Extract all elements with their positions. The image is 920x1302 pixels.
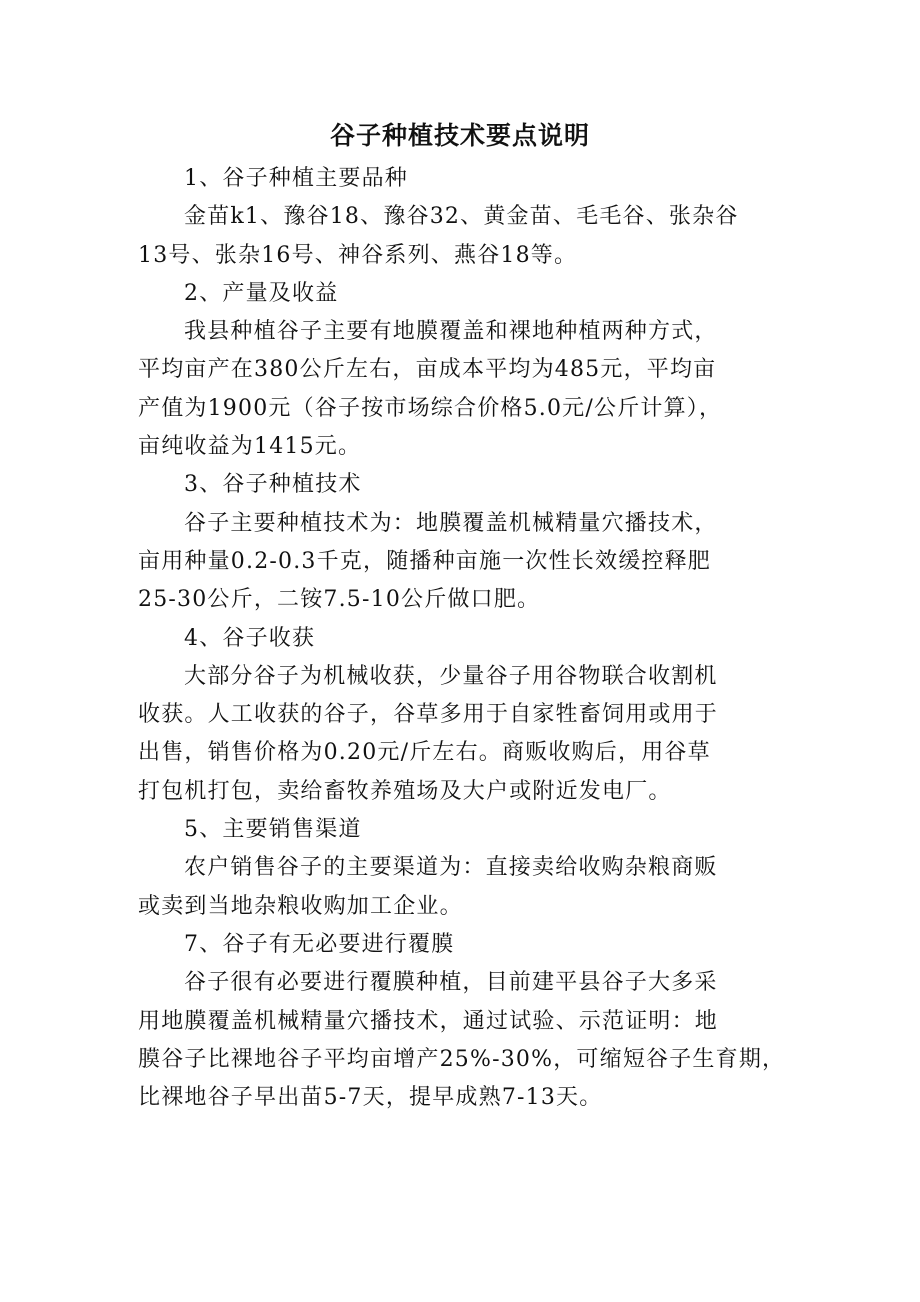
section-body-2: 我县种植谷子主要有地膜覆盖和裸地种植两种方式， 平均亩产在380公斤左右，亩成本平均为485元，平均亩 产值为1900元（谷子按市场综合价格5.0元/公斤计算）， 亩纯收益为1415元。 (138, 319, 723, 460)
section-body-3: 谷子主要种植技术为：地膜覆盖机械精量穴播技术， 亩用种量0.2-0.3千克，随播种亩施一次性长效缓控释肥 25-30公斤，二铵7.5-10公斤做口肥。 (138, 510, 718, 613)
section-heading-7: 7、谷子有无必要进行覆膜 (184, 931, 455, 957)
section-heading-5: 5、主要销售渠道 (184, 817, 362, 843)
section-body-7: 谷子很有必要进行覆膜种植，目前建平县谷子大多采 用地膜覆盖机械精量穴播技术，通过试验、示范证明：地 膜谷子比裸地谷子平均亩增产25%-30%，可缩短谷子生育期， 比裸地谷子早出苗5-7天，提早成熟7-13天。 (138, 970, 786, 1111)
document-body (138, 160, 786, 1117)
section-heading-2: 2、产量及收益 (184, 280, 339, 306)
section-body-5: 农户销售谷子的主要渠道为：直接卖给收购杂粮商贩 或卖到当地杂粮收购加工企业。 (138, 855, 718, 919)
section-heading-4: 4、谷子收获 (184, 625, 316, 651)
document-title: 谷子种植技术要点说明 (329, 121, 590, 150)
section-heading-3: 3、谷子种植技术 (184, 472, 362, 498)
section-heading-1: 1、谷子种植主要品种 (184, 166, 408, 191)
section-body-1: 金苗k1、豫谷18、豫谷32、黄金苗、毛毛谷、张杂谷 13号、张杂16号、神谷系列、燕谷18等。 (138, 204, 739, 268)
section-body-4: 大部分谷子为机械收获，少量谷子用谷物联合收割机 收获。人工收获的谷子，谷草多用于自家牲畜饲用或用于 出售，销售价格为0.20元/斤左右。商贩收购后，用谷草 打包机打包，卖给畜牧养殖场及大户或附近发电厂。 (138, 663, 719, 804)
